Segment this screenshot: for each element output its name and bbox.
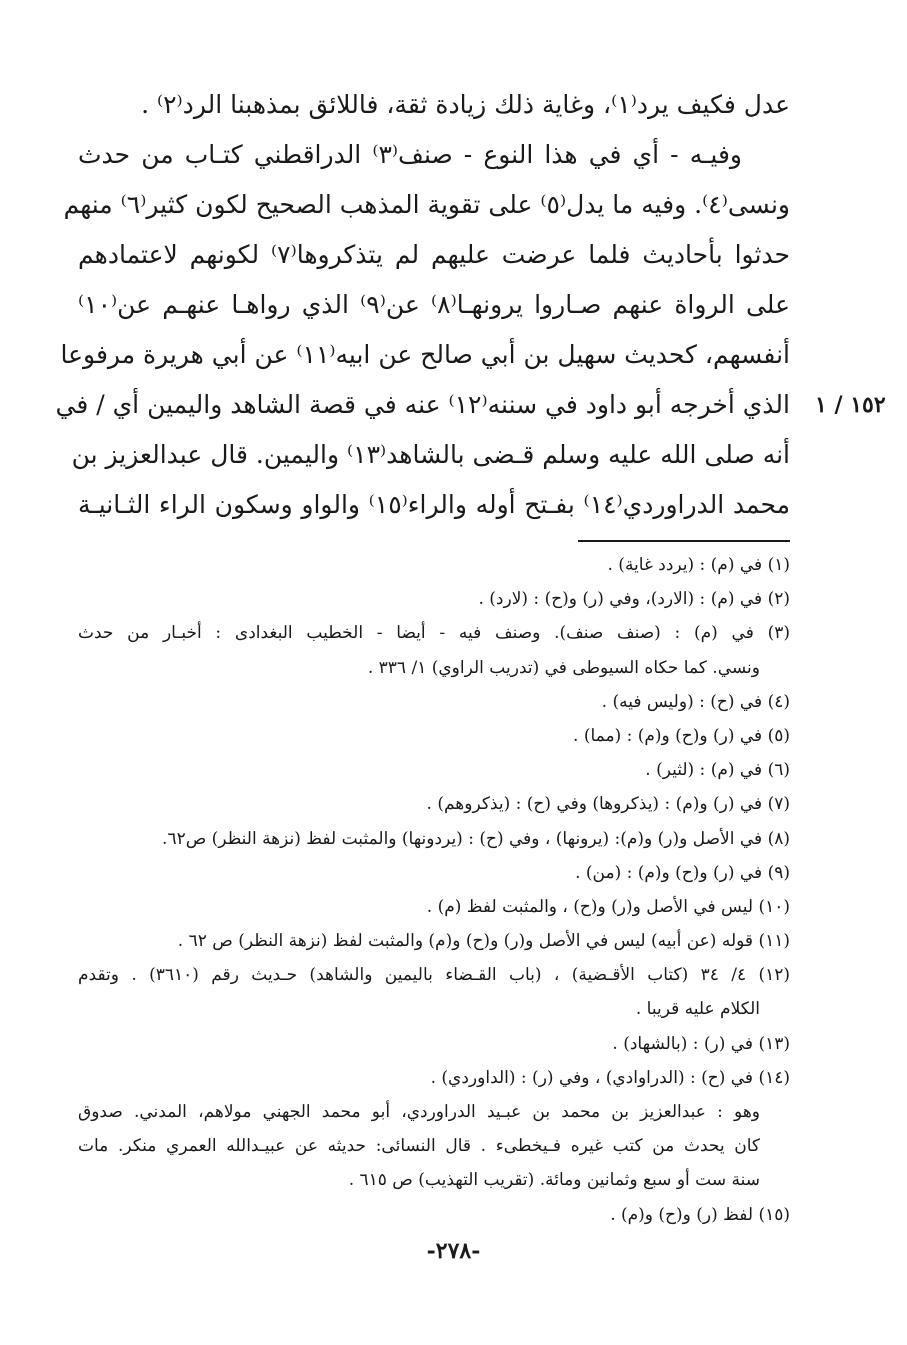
footnote: (٨) في الأصل و(ر) و(م): (يرونها) ، وفي (ح) : (يردونها) والمثبت لفظ (نزهة النظر) ص٦٢. [162,828,790,849]
manuscript-folio-reference: ١٥٢ / ١ [815,392,886,418]
footnote-continuation: وهو : عبدالعزيز بن محمد بن عبـيد الدراوردي، أبو محمد الجهني مولاهم، المدني. صدوق [78,1102,760,1122]
footnote: (٤) في (ح) : (وليس فيه) . [601,691,790,712]
main-text [55,80,790,530]
footnote: (١٣) في (ر) : (بالشهاد) . [612,1033,790,1054]
body-line: محمد الدراوردي⁽١٤⁾ بفـتح أوله والراء⁽١٥⁾ والواو وسكون الراء الثـانيـة [78,490,790,519]
footnote-separator [578,540,790,542]
footnote: (٦) في (م) : (لثير) . [645,760,790,781]
footnote-continuation: ونسي. كما حكاه السيوطى في (تدريب الراوي) ١/ ٣٣٦ . [367,657,760,678]
body-line: أنه صلى الله عليه وسلم قـضى بالشاهد⁽١٣⁾ واليمين. قال عبدالعزيز بن [71,440,790,469]
body-line: ونسى⁽٤⁾. وفيه ما يدل⁽٥⁾ على تقوية المذهب الصحيح لكون كثير⁽٦⁾ منهم [63,190,790,219]
footnote: (١٢) ٤/ ٣٤ (كتاب الأقـضية) ، (باب القـضاء باليمين والشاهد) حـديث رقم (٣٦١٠) . وتقدم [78,965,790,986]
footnote: (٣) في (م) : (صنف صنف). وصنف فيه - أيضا - الخطيب البغدادى : أخبـار من حدث [78,623,790,644]
footnote: (٧) في (ر) و(م) : (يذكروها) وفي (ح) : (يذكروهم) . [426,794,790,815]
page-number: -٢٧٨- [426,1238,481,1264]
footnote-continuation: الكلام عليه قريبا . [635,999,760,1020]
footnote-continuation: كان يحدث من كتب غيره فـيخطىء . قال النسائى: حديثه عن عبيـدالله العمري منكر. مات [78,1136,760,1157]
footnotes [78,548,790,1232]
body-line: وفيـه - أي في هذا النوع - صنف⁽٣⁾ الدراقطني كتـاب من حدث [78,140,742,169]
footnote: (١) في (م) : (يردد غاية) . [607,555,790,575]
body-line: حدثوا بأحاديث فلما عرضت عليهم لم يتذكروها⁽٧⁾ لكونهم لاعتمادهم [78,240,790,269]
footnote: (١٤) في (ح) : (الدراوادي) ، وفي (ر) : (الداوردي) . [430,1067,790,1088]
body-line: أنفسهم، كحديث سهيل بن أبي صالح عن ابيه⁽١١⁾ عن أبي هريرة مرفوعا [60,340,790,369]
footnote: (١٥) لفظ (ر) و(ح) و(م) . [610,1204,790,1225]
footnote: (٢) في (م) : (الارد)، وفي (ر) و(ح) : (لارد) . [478,589,790,610]
footnote-continuation: سنة ست أو سبع وثمانين ومائة. (تقريب التهذيب) ص ٦١٥ . [348,1170,760,1191]
footnote: (١٠) ليس في الأصل و(ر) و(ح) ، والمثبت لفظ (م) . [426,896,790,917]
body-line: على الرواة عنهم صـاروا يرونهـا⁽٨⁾ عن⁽٩⁾ الذي رواهـا عنهـم عن⁽١٠⁾ [78,290,790,319]
footnote: (٩) في (ر) و(ح) و(م) : (من) . [575,862,790,883]
body-line: عدل فكيف يرد⁽١⁾، وغاية ذلك زيادة ثقة، فاللائق بمذهبنا الرد⁽٢⁾ . [141,90,790,119]
footnote: (٥) في (ر) و(ح) و(م) : (مما) . [573,725,790,746]
body-line: الذي أخرجه أبو داود في سننه⁽١٢⁾ عنه في قصة الشاهد واليمين أي / في [55,390,790,419]
footnote: (١١) قوله (عن أبيه) ليس في الأصل و(ر) و(ح) و(م) والمثبت لفظ (نزهة النظر) ص ٦٢ . [177,931,790,952]
